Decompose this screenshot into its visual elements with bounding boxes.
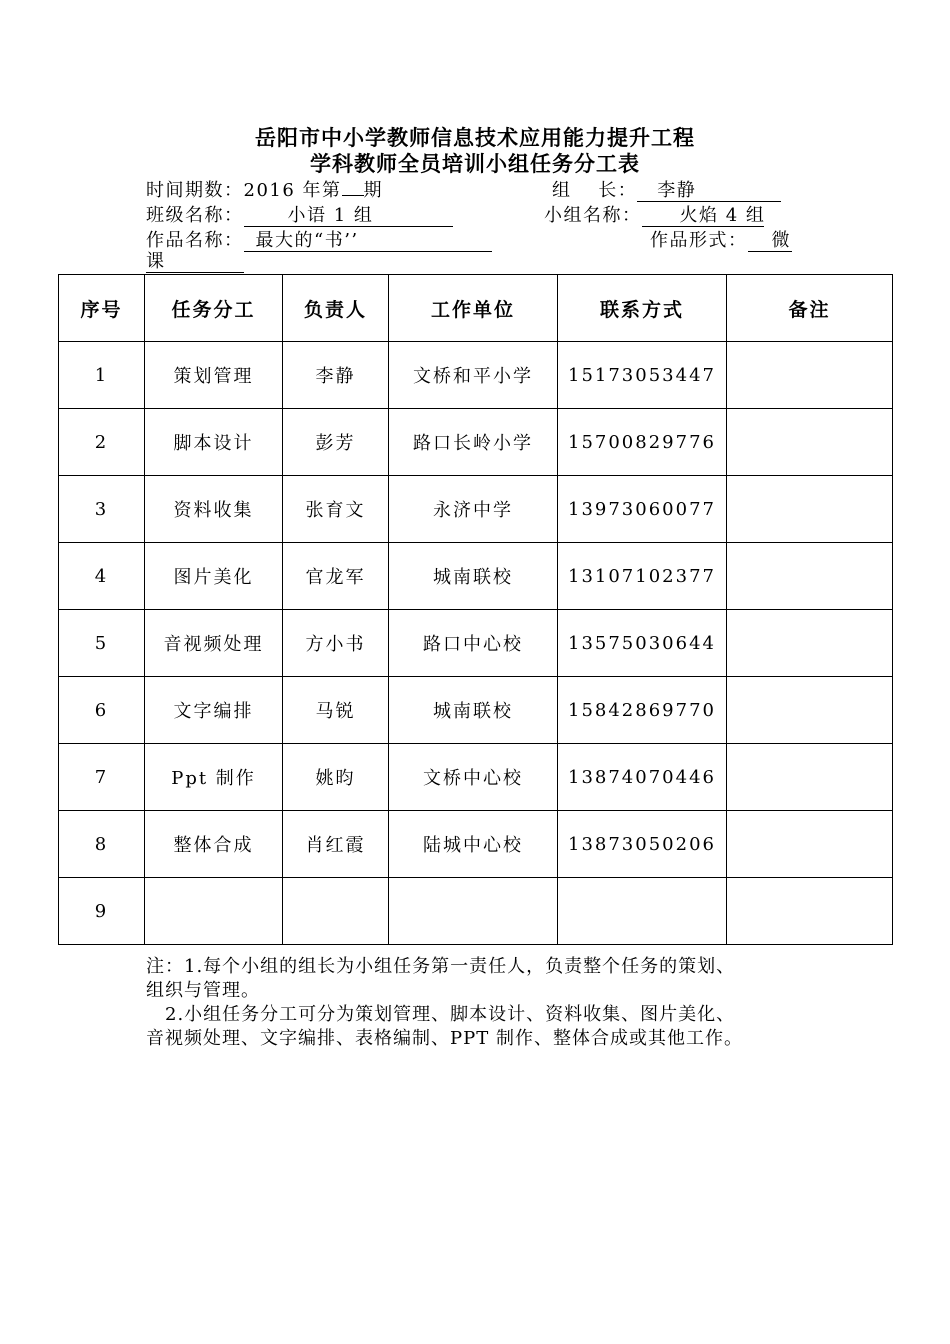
cell-remarks	[727, 878, 893, 945]
cell-workplace: 城南联校	[389, 543, 558, 610]
cell-task: 脚本设计	[145, 409, 283, 476]
class-value: 小语 1 组	[244, 206, 453, 227]
work-name-field	[146, 226, 492, 252]
work-form-label: 作品形式：	[650, 230, 748, 251]
class-label: 班级名称：	[146, 205, 244, 226]
cell-owner	[283, 878, 389, 945]
work-form-value-part1: 微	[748, 231, 792, 252]
period-label: 时间期数：	[146, 180, 244, 201]
note-line-2: 组织与管理。	[146, 980, 260, 1001]
work-name-label: 作品名称：	[146, 230, 244, 251]
cell-workplace: 陆城中心校	[389, 811, 558, 878]
cell-contact: 13873050206	[558, 811, 727, 878]
cell-owner: 马锐	[283, 677, 389, 744]
header-workplace: 工作单位	[389, 275, 558, 342]
cell-contact: 13874070446	[558, 744, 727, 811]
document-title-line2: 学科教师全员培训小组任务分工表	[310, 151, 640, 176]
cell-index: 7	[59, 744, 145, 811]
cell-task: 文字编排	[145, 677, 283, 744]
table-row	[59, 342, 893, 409]
table-row	[59, 744, 893, 811]
cell-remarks	[727, 610, 893, 677]
leader-field	[552, 176, 781, 202]
cell-contact: 13107102377	[558, 543, 727, 610]
cell-workplace: 文桥中心校	[389, 744, 558, 811]
cell-index: 5	[59, 610, 145, 677]
table-row	[59, 811, 893, 878]
cell-task	[145, 878, 283, 945]
cell-task: 整体合成	[145, 811, 283, 878]
leader-value: 李静	[637, 181, 781, 202]
cell-owner: 官龙军	[283, 543, 389, 610]
table-row	[59, 610, 893, 677]
table-row	[59, 409, 893, 476]
cell-workplace: 城南联校	[389, 677, 558, 744]
cell-contact: 15700829776	[558, 409, 727, 476]
cell-remarks	[727, 744, 893, 811]
work-name-value: 最大的“书’’	[244, 231, 492, 252]
cell-task: 资料收集	[145, 476, 283, 543]
cell-workplace: 永济中学	[389, 476, 558, 543]
cell-owner: 张育文	[283, 476, 389, 543]
cell-index: 6	[59, 677, 145, 744]
group-label: 小组名称：	[544, 205, 642, 226]
cell-contact: 15842869770	[558, 677, 727, 744]
header-contact: 联系方式	[558, 275, 727, 342]
group-value: 火焰 4 组	[642, 206, 764, 227]
note-line-4: 音视频处理、文字编排、表格编制、PPT 制作、整体合成或其他工作。	[146, 1028, 743, 1049]
work-form-field	[650, 226, 792, 252]
cell-task: 图片美化	[145, 543, 283, 610]
period-year: 2016 年第	[243, 180, 342, 201]
cell-index: 9	[59, 878, 145, 945]
cell-owner: 李静	[283, 342, 389, 409]
cell-index: 8	[59, 811, 145, 878]
cell-task: Ppt 制作	[145, 744, 283, 811]
period-suffix: 期	[363, 180, 384, 201]
cell-workplace	[389, 878, 558, 945]
cell-contact: 15173053447	[558, 342, 727, 409]
cell-contact: 13575030644	[558, 610, 727, 677]
cell-contact: 13973060077	[558, 476, 727, 543]
cell-index: 3	[59, 476, 145, 543]
cell-remarks	[727, 342, 893, 409]
cell-workplace: 路口长岭小学	[389, 409, 558, 476]
cell-contact	[558, 878, 727, 945]
table-row	[59, 878, 893, 945]
note-line-3: 2.小组任务分工可分为策划管理、脚本设计、资料收集、图片美化、	[146, 1004, 736, 1025]
task-table	[58, 274, 893, 945]
cell-remarks	[727, 543, 893, 610]
class-field	[146, 201, 453, 227]
cell-remarks	[727, 409, 893, 476]
cell-workplace: 文桥和平小学	[389, 342, 558, 409]
cell-owner: 姚昀	[283, 744, 389, 811]
header-task: 任务分工	[145, 275, 283, 342]
work-form-continuation	[146, 251, 244, 273]
table-header-row	[59, 275, 893, 342]
table-row	[59, 476, 893, 543]
group-field	[544, 201, 764, 227]
cell-index: 4	[59, 543, 145, 610]
document-title-line1: 岳阳市中小学教师信息技术应用能力提升工程	[255, 125, 695, 150]
header-owner: 负责人	[283, 275, 389, 342]
cell-task: 音视频处理	[145, 610, 283, 677]
table-row	[59, 677, 893, 744]
cell-remarks	[727, 811, 893, 878]
cell-remarks	[727, 677, 893, 744]
cell-remarks	[727, 476, 893, 543]
period-blank	[342, 195, 364, 196]
cell-task: 策划管理	[145, 342, 283, 409]
note-line-1: 注：1.每个小组的组长为小组任务第一责任人，负责整个任务的策划、	[146, 956, 736, 977]
period-field	[146, 176, 383, 202]
header-remarks: 备注	[727, 275, 893, 342]
cell-index: 1	[59, 342, 145, 409]
table-row	[59, 543, 893, 610]
cell-owner: 方小书	[283, 610, 389, 677]
cell-workplace: 路口中心校	[389, 610, 558, 677]
cell-index: 2	[59, 409, 145, 476]
header-index: 序号	[59, 275, 145, 342]
leader-label: 组 长：	[552, 180, 638, 201]
cell-owner: 彭芳	[283, 409, 389, 476]
work-form-value-part2: 课	[146, 252, 244, 273]
cell-owner: 肖红霞	[283, 811, 389, 878]
